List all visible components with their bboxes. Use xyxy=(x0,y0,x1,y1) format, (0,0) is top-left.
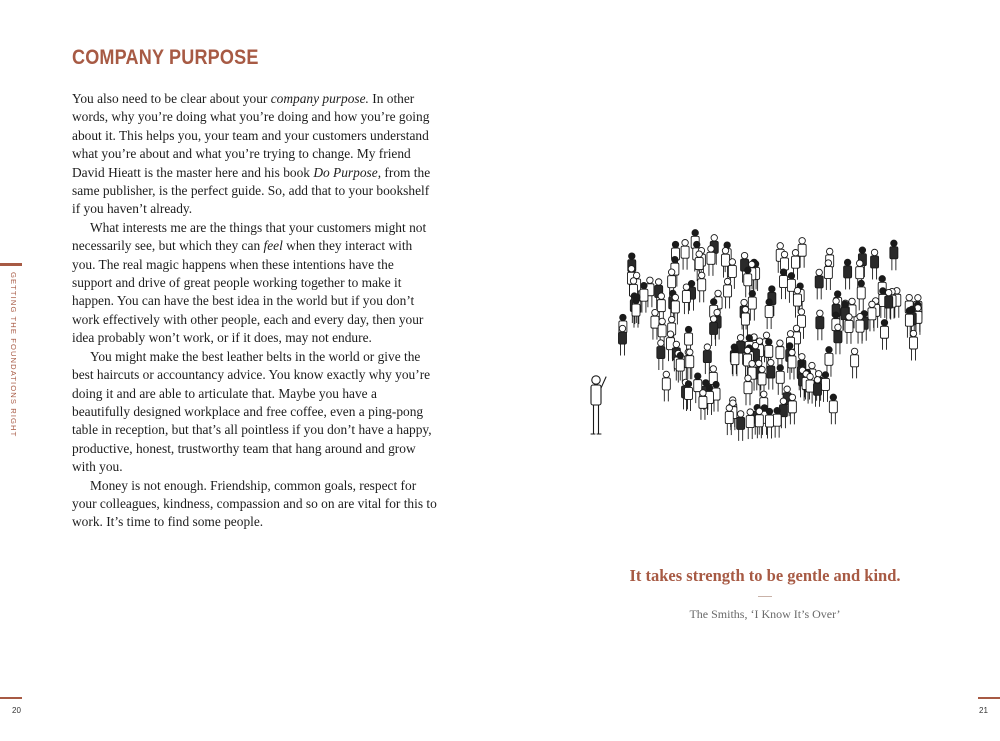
crowd-person xyxy=(788,349,796,379)
crowd-person xyxy=(685,381,693,411)
crowd-person xyxy=(856,313,864,343)
heart-crowd-illustration xyxy=(580,220,950,455)
right-page xyxy=(500,0,1000,741)
paragraph-3: You might make the best leather belts in the world or give the best haircuts or accountancy advice. You know exactly why you’re doing it and are able to articulate that. Maybe you have a beautifully designed workplace and free coffee, even a ping-pong table in reception, but that’s all pointless if you don’t have a happy, productive, honest, trustworthy team that hang around and grow with you. xyxy=(72,348,432,475)
crowd-person xyxy=(824,260,832,290)
section-side-label: GETTING THE FOUNDATIONS RIGHT xyxy=(9,272,18,438)
crowd-person xyxy=(780,269,788,299)
crowd-person xyxy=(657,340,665,370)
crowd-person xyxy=(767,359,775,389)
para1-book-title: Do Purpose xyxy=(313,164,378,180)
crowd-person xyxy=(871,249,879,279)
crowd-person xyxy=(707,246,715,276)
para1-emphasis-company-purpose: company purpose. xyxy=(270,91,369,106)
page-number-left: 20 xyxy=(12,706,21,715)
waving-person-figure xyxy=(591,376,606,434)
crowd-person xyxy=(737,411,745,441)
crowd-person xyxy=(885,289,893,319)
crowd-person xyxy=(844,259,852,289)
crowd-person xyxy=(698,272,706,302)
crowd-person xyxy=(662,371,670,401)
crowd-person xyxy=(821,372,829,402)
crowd-person xyxy=(890,240,898,270)
footer-rule-left xyxy=(0,697,22,699)
crowd-person xyxy=(909,330,917,360)
footer-rule-right xyxy=(978,697,1000,699)
crowd-person xyxy=(815,269,823,299)
crowd-person xyxy=(868,301,876,331)
crowd-person xyxy=(618,325,626,355)
body-text xyxy=(72,90,437,532)
paragraph-1 xyxy=(72,90,437,219)
crowd-person xyxy=(686,349,694,379)
crowd-person xyxy=(699,390,707,420)
crowd-person xyxy=(829,394,837,424)
crowd-person xyxy=(681,239,689,269)
crowd-person xyxy=(746,409,754,439)
crowd-person xyxy=(765,299,773,329)
paragraph-2 xyxy=(72,219,437,348)
para2-text-a: What interests me are the things that your customers might not necessarily see, but which they can xyxy=(72,219,427,254)
crowd-person xyxy=(710,316,718,346)
para1-text-e: , from the same publisher, is the perfect guide. So, add that to your bookshelf if you haven’t already. xyxy=(72,164,431,217)
crowd-person xyxy=(806,373,814,403)
para2-emphasis-feel: feel xyxy=(263,238,283,254)
crowd-person xyxy=(880,320,888,350)
quote-attribution: The Smiths, ‘I Know It’s Over’ xyxy=(689,607,841,621)
section-heading: COMPANY PURPOSE xyxy=(72,46,259,69)
para1-text-c: In other words, why you’re doing what you’re doing and how you’re going about it. This helps you, your team and your customers understand what you’re about and what you’re trying to change. My friend David Hieatt is the master here and his book xyxy=(72,91,430,180)
crowd-person xyxy=(851,348,859,378)
crowd-person xyxy=(813,377,821,407)
crowd-person xyxy=(725,405,733,435)
crowd-person xyxy=(744,375,752,405)
page-number-right: 21 xyxy=(979,706,988,715)
crowd-person xyxy=(834,324,842,354)
crowd-person xyxy=(741,306,749,336)
crowd-person xyxy=(857,280,865,310)
section-tab-marker xyxy=(0,263,22,266)
crowd-person xyxy=(816,310,824,340)
crowd-person xyxy=(724,278,732,308)
para1-text-a: You also need to be clear about your xyxy=(72,91,271,106)
pull-quote: It takes strength to be gentle and kind. xyxy=(629,566,901,585)
crowd-person xyxy=(845,314,853,344)
quote-divider xyxy=(758,596,772,597)
crowd-person xyxy=(788,394,796,424)
crowd-people xyxy=(618,230,921,441)
paragraph-4: Money is not enough. Friendship, common goals, respect for your colleagues, kindness, compassion and so on are vital for this to work. It’s time to find some people. xyxy=(72,477,437,530)
para2-text-c: when they interact with you. The real magic happens when these intentions have the support and drive of great people working together to make it happen. You can have the best idea in the world but if you don’t work effectively with other people, each and every day, then your idea probably won’t work, or if it does, may not endure. xyxy=(72,238,424,346)
crowd-person xyxy=(773,407,781,437)
crowd-person xyxy=(776,365,784,395)
